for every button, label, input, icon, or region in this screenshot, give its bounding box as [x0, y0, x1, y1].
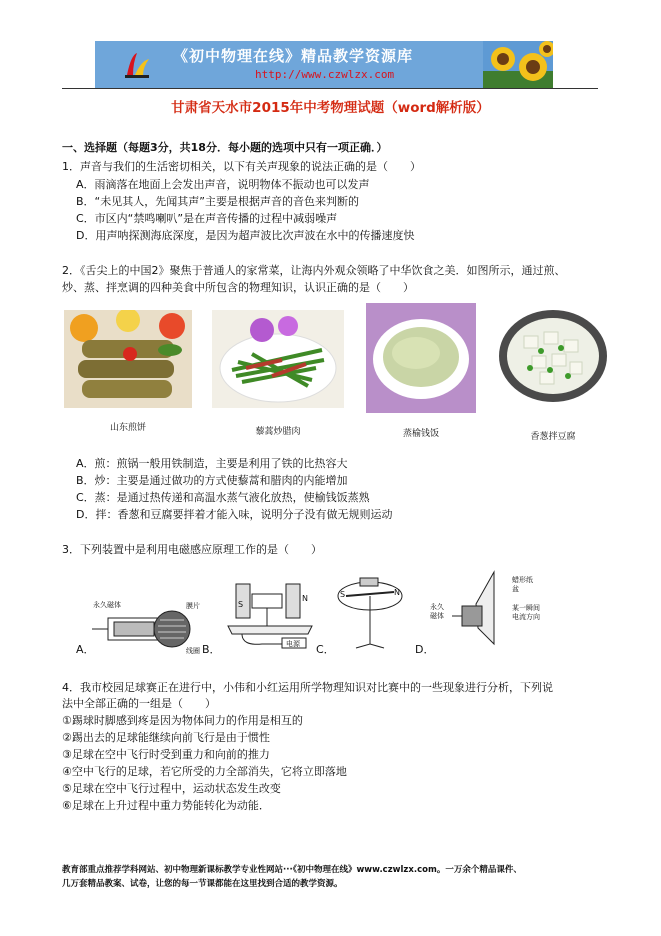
sunflower-icon	[483, 41, 553, 88]
fig-b-label-n: N	[302, 594, 308, 603]
question-4-stem-line-2: 法中全部正确的一组是（ ）	[62, 697, 216, 710]
fig-c-label-n: N	[394, 588, 400, 597]
site-logo-icon	[121, 49, 153, 81]
question-4-item-1: ①踢球时脚感到疼是因为物体间力的作用是相互的	[62, 714, 303, 727]
figure-needle-experiment	[334, 572, 406, 652]
footer-line-2: 几万套精品教案、试卷，让您的每一节课都能在这里找到合适的教学资源。	[62, 879, 343, 889]
question-4-item-2: ②踢出去的足球能继续向前飞行是由于惯性	[62, 731, 270, 744]
food-photo-jianbing	[64, 310, 192, 408]
q3-option-b-letter: B．	[202, 643, 221, 656]
food-photo-steamed-rice	[366, 303, 476, 413]
q3-option-a-letter: A．	[76, 643, 95, 656]
fig-d-label-magnet: 永久磁体	[430, 603, 444, 620]
figure-loudspeaker	[448, 568, 508, 650]
fig-a-label-magnet: 永久磁体	[93, 601, 121, 609]
section-heading: 一、选择题（每题3分，共18分．每小题的选项中只有一项正确．）	[62, 141, 388, 154]
fig-b-label-s: S	[238, 600, 244, 609]
question-2-option-c: C．蒸：是通过热传递和高温水蒸气液化放热，使榆钱饭蒸熟	[76, 491, 370, 504]
question-1-stem: 1．声音与我们的生活密切相关，以下有关声现象的说法正确的是（ ）	[62, 160, 421, 173]
fig-c-label-s: S	[340, 590, 346, 599]
caption-steamed-rice: 蒸榆钱饭	[402, 429, 439, 439]
question-4-stem-line-1: 4．我市校园足球赛正在进行中，小伟和小红运用所学物理知识对比赛中的一些现象进行分析，下列说	[62, 681, 553, 694]
q3-option-d-letter: D．	[415, 643, 435, 656]
food-photo-tofu	[494, 306, 612, 406]
caption-stirfry: 藜蒿炒腊肉	[255, 427, 301, 437]
food-photo-stirfry	[212, 310, 344, 408]
caption-tofu: 香葱拌豆腐	[530, 432, 576, 442]
question-4-item-5: ⑤足球在空中飞行过程中，运动状态发生改变	[62, 782, 281, 795]
question-1-option-b: B．“未见其人，先闻其声”主要是根据声音的音色来判断的	[76, 195, 359, 208]
question-3-stem: 3．下列装置中是利用电磁感应原理工作的是（ ）	[62, 543, 322, 556]
fig-a-label-diaphragm: 膜片	[186, 602, 200, 610]
question-2-option-d: D．拌：香葱和豆腐要拌着才能入味，说明分子没有做无规则运动	[76, 508, 393, 521]
fig-a-label-coil: 线圈	[186, 647, 200, 655]
banner-title: 《初中物理在线》精品教学资源库	[173, 47, 414, 65]
header-banner	[95, 41, 553, 88]
q3-option-c-letter: C．	[316, 643, 335, 656]
fig-b-label-power: 电源	[286, 640, 300, 648]
fig-d-label-cone: 蜡形纸盆	[512, 576, 533, 593]
question-1-option-d: D．用声呐探测海底深度，是因为超声波比次声波在水中的传播速度快	[76, 229, 415, 242]
question-1-option-a: A．雨滴落在地面上会发出声音，说明物体不振动也可以发声	[76, 178, 370, 191]
question-2-stem-line-2: 炒、蒸、拌烹调的四种美食中所包含的物理知识，认识正确的是（ ）	[62, 281, 414, 294]
question-2-option-b: B．炒：主要是通过做功的方式使藜蒿和腊肉的内能增加	[76, 474, 348, 487]
banner-url: http://www.czwlzx.com	[255, 68, 395, 81]
question-2-option-a: A．煎：煎锅一般用铁制造，主要是利用了铁的比热容大	[76, 457, 348, 470]
caption-jianbing: 山东煎饼	[109, 423, 146, 433]
header-rule	[62, 88, 598, 89]
question-2-stem-line-1: 2．《舌尖上的中国2》聚焦于普通人的家常菜，让海内外观众领略了中华饮食之美．如图所示，通过煎、	[62, 264, 566, 277]
question-4-item-6: ⑥足球在上升过程中重力势能转化为动能．	[62, 799, 270, 812]
figure-motor	[222, 578, 320, 652]
question-4-item-3: ③足球在空中飞行时受到重力和向前的推力	[62, 748, 270, 761]
question-1-option-c: C．市区内“禁鸣喇叭”是在声音传播的过程中减弱噪声	[76, 212, 338, 225]
document-title: 甘肃省天水市2015年中考物理试题（word解析版）	[171, 100, 490, 116]
fig-d-label-current: 某一瞬间电流方向	[512, 604, 540, 621]
footer-line-1: 教育部重点推荐学科网站、初中物理新课标教学专业性网站···《初中物理在线》www.czwlzx.com。一万余个精品课件、	[62, 865, 522, 875]
question-4-item-4: ④空中飞行的足球，若它所受的力全部消失，它将立即落地	[62, 765, 347, 778]
